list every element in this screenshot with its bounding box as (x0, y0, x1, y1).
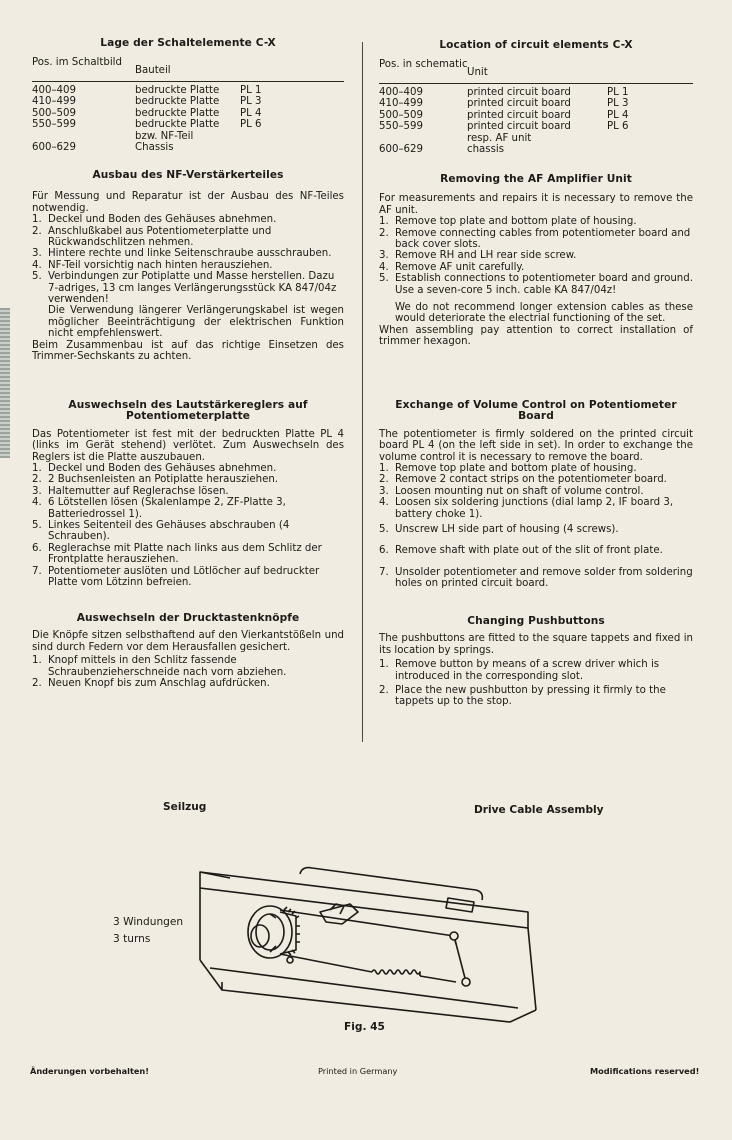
table-header-part: Unit (467, 67, 488, 78)
list-item: 2. Remove 2 contact strips on the potentiometer board. (379, 474, 667, 486)
table-header (379, 59, 693, 84)
list-item: 1. Remove button by means of a screw driver which is introduced in the corresponding slot. (379, 659, 660, 682)
list-item: 4. Loosen six soldering junctions (dial lamp 2, IF board 3, battery choke 1). (379, 497, 674, 520)
heading-volume-control: Auswechseln des Lautstärkereglers auf Potentiometerplatte (68, 399, 308, 423)
table-row: 600–629 chassis (379, 143, 505, 155)
section-pushbuttons (379, 616, 693, 708)
list-item: 5. Unscrew LH side part of housing (4 screws). (379, 524, 619, 536)
heading-af-removal: Removing the AF Amplifier Unit (440, 173, 632, 185)
paragraph: We do not recommend longer extension cables as these would deteriorate the electrial functioning of the set. (395, 302, 693, 325)
paragraph: Die Knöpfe sitzen selbsthaftend auf den Vierkantstößeln und sind durch Federn vor dem Herausfallen gesichert. (32, 630, 344, 653)
list-item: 2. 2 Buchsenleisten an Potiplatte herausziehen. (32, 474, 279, 486)
heading-volume-control: Exchange of Volume Control on Potentiometer Board (395, 399, 677, 423)
step-list (32, 214, 344, 305)
drive-cable-drawing (180, 860, 560, 1025)
list-item: 3. Hintere rechte und linke Seitenschraube ausschrauben. (32, 248, 332, 260)
list-item: 1. Deckel und Boden des Gehäuses abnehmen. (32, 214, 277, 226)
paragraph: Für Messung und Reparatur ist der Ausbau des NF-Teiles notwendig. (32, 191, 344, 214)
heading-circuit-elements-de: Lage der Schaltelemente C-X (100, 37, 276, 49)
list-item: 2. Remove connecting cables from potentiometer board and back cover slots. (379, 227, 691, 251)
footer-center: Printed in Germany (318, 1066, 398, 1076)
table-header-part: Bauteil (135, 65, 171, 76)
list-item: 3. Remove RH and LH rear side screw. (379, 250, 577, 262)
table-header (32, 57, 344, 82)
figure-label-de: 3 Windungen (113, 916, 184, 928)
figure-caption-de: Seilzug (163, 801, 207, 813)
footer-right: Modifications reserved! (590, 1066, 700, 1076)
list-item: 1. Deckel und Boden des Gehäuses abnehmen. (32, 463, 277, 475)
list-item: 1. Knopf mittels in den Schlitz fassende Schraubenzieherschneide nach vorn abziehen. (32, 655, 287, 678)
list-item: 4. Remove AF unit carefully. (379, 261, 525, 273)
table-header-position: Pos. im Schaltbild (32, 57, 122, 68)
heading-pushbuttons: Auswechseln der Drucktastenknöpfe (76, 612, 300, 624)
list-item: 4. 6 Lötstellen lösen (Skalenlampe 2, ZF-Platte 3, Batteriedrossel 1). (32, 497, 286, 520)
table-row: 550–599 bedruckte Platte PL 6 (32, 119, 262, 131)
list-item: 1. Remove top plate and bottom plate of housing. (379, 463, 637, 475)
list-item: 3. Haltemutter auf Reglerachse lösen. (32, 485, 229, 497)
table-row: 550–599 printed circuit board PL 6 (379, 121, 629, 133)
list-item: 3. Loosen mounting nut on shaft of volume control. (379, 485, 644, 497)
table-header-position: Pos. in schematic (379, 59, 468, 70)
list-item: 4. NF-Teil vorsichtig nach hinten herausziehen. (32, 259, 273, 271)
step-list (32, 655, 344, 689)
list-item: 6. Reglerachse mit Platte nach links aus dem Schlitz der Frontplatte herausziehen. (32, 542, 322, 566)
step-list (379, 216, 693, 296)
section-nf-removal (32, 170, 344, 363)
heading-circuit-elements-en: Location of circuit elements C-X (439, 39, 633, 51)
step-list (379, 659, 693, 708)
list-item: 2. Anschlußkabel aus Potentiometerplatte und Rückwandschlitzen nehmen. (32, 225, 272, 249)
section-volume-control (32, 400, 344, 589)
figure-label-en: 3 turns (113, 933, 151, 945)
paragraph: Beim Zusammenbau ist auf das richtige Einsetzen des Trimmer-Sechskants zu achten. (32, 339, 344, 363)
table-row: 500–509 printed circuit board PL 4 (379, 109, 629, 121)
table-row: 410–499 printed circuit board PL 3 (379, 98, 629, 110)
table-row: 400–409 bedruckte Platte PL 1 (32, 85, 262, 96)
table-row: 410–499 bedruckte Platte PL 3 (32, 96, 262, 108)
table-row: 400–409 printed circuit board PL 1 (379, 87, 629, 98)
table-row: 500–509 bedruckte Platte PL 4 (32, 107, 262, 119)
list-item: 1. Remove top plate and bottom plate of housing. (379, 216, 637, 228)
circuit-table-en (379, 59, 693, 155)
edge-color-strip (0, 308, 10, 458)
paragraph: For measurements and repairs it is necessary to remove the AF unit. (379, 193, 693, 216)
circuit-table-de (32, 57, 344, 153)
paragraph: Die Verwendung längerer Verlängerungskabel ist wegen möglicher Beeinträchtigung der elektrischen Funktion nicht empfehlenswert. (48, 305, 344, 340)
list-item: 5. Verbindungen zur Potiplatte und Masse herstellen. Dazu 7-adriges, 13 cm langes Verlängerungsstück KA 847/04z verwenden! (32, 271, 337, 306)
section-volume-control (379, 400, 693, 590)
step-list (379, 463, 693, 590)
list-item: 7. Unsolder potentiometer and remove solder from soldering holes on printed circuit board. (379, 566, 693, 590)
footer-left: Änderungen vorbehalten! (30, 1066, 149, 1076)
paragraph: The pushbuttons are fitted to the square tappets and fixed in its location by springs. (379, 633, 693, 656)
list-item: 5. Establish connections to potentiometer board and ground. Use a seven-core 5 inch. cable KA 847/04z! (379, 273, 693, 296)
paragraph: When assembling pay attention to correct installation of trimmer hexagon. (379, 324, 693, 348)
table-row: 600–629 Chassis (32, 141, 174, 153)
list-item: 7. Potentiometer auslöten und Lötlöcher auf bedruckter Platte vom Lötzinn befreien. (32, 565, 320, 589)
heading-pushbuttons: Changing Pushbuttons (467, 615, 605, 627)
table-row: resp. AF unit (467, 132, 532, 144)
list-item: 2. Neuen Knopf bis zum Anschlag aufdrücken. (32, 678, 270, 690)
section-pushbuttons (32, 613, 344, 689)
list-item: 6. Remove shaft with plate out of the slit of front plate. (379, 545, 663, 557)
heading-nf-removal: Ausbau des NF-Verstärkerteiles (92, 169, 284, 181)
paragraph: The potentiometer is firmly soldered on the printed circuit board PL 4 (on the left side in set). In order to exchange the volume control it is necessary to remove the board. (379, 428, 693, 463)
table-row: bzw. NF-Teil (135, 130, 194, 142)
list-item: 2. Place the new pushbutton by pressing it firmly to the tappets up to the stop. (379, 685, 666, 708)
list-item: 5. Linkes Seitenteil des Gehäuses abschrauben (4 Schrauben). (32, 520, 290, 543)
step-list (32, 463, 344, 588)
paragraph: Das Potentiometer ist fest mit der bedruckten Platte PL 4 (links im Gerät stehend) verlötet. Zum Auswechseln des Reglers ist die Platte auszubauen. (32, 428, 344, 463)
figure-number: Fig. 45 (344, 1021, 385, 1033)
figure-caption-en: Drive Cable Assembly (474, 804, 604, 816)
section-af-removal (379, 174, 693, 348)
column-divider (362, 42, 363, 742)
